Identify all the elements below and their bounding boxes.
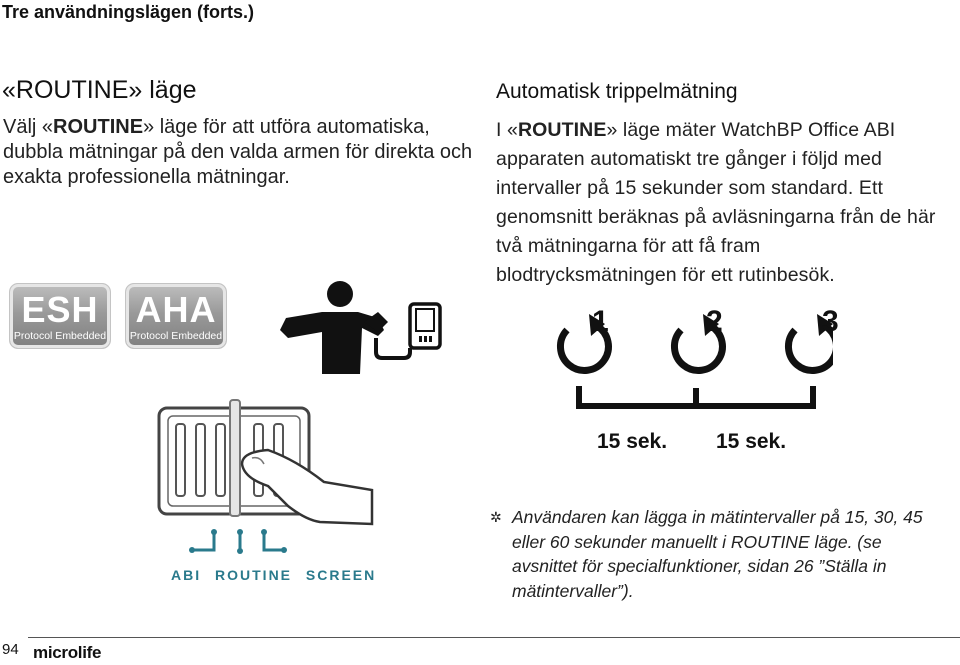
cycle-number-1: 1 — [592, 305, 609, 338]
abi-label: ABI — [171, 567, 202, 583]
interval-note — [490, 505, 950, 603]
intro-paragraph — [3, 115, 478, 190]
body-text-start: I « — [496, 119, 518, 141]
cycle-number-3: 3 — [822, 305, 839, 338]
interval-label-1: 15 sek. — [597, 430, 668, 453]
brand-logo: microlife — [33, 643, 102, 662]
body-mode-name: ROUTINE — [517, 119, 607, 141]
esh-badge-subtitle: Protocol Embedded — [13, 330, 107, 342]
triple-measurement-title: Automatisk trippelmätning — [496, 80, 738, 103]
interval-bracket — [579, 386, 813, 406]
interval-label-2: 15 sek. — [716, 430, 787, 453]
screen-label: SCREEN — [305, 567, 377, 583]
intro-text-start: Välj « — [3, 116, 54, 138]
section-title: «ROUTINE» läge — [2, 76, 197, 104]
triple-measurement-paragraph — [496, 116, 936, 290]
intro-text-end: » läge för att utföra automatiska, dubbla mätningar på den valda armen för direkta och exakta professionella mätningar. — [3, 116, 473, 188]
note-asterisk-icon: ✲ — [490, 509, 502, 525]
cycle-number-2: 2 — [706, 305, 723, 338]
esh-badge-title: ESH — [21, 289, 99, 330]
device-button-labels — [171, 567, 384, 583]
aha-badge-title: AHA — [135, 289, 217, 330]
note-text: Användaren kan lägga in mätintervaller på 15, 30, 45 eller 60 sekunder manuellt i ROUTINE läge. (se avsnittet för specialfunktioner, sidan 26 ”Ställa in mätintervaller”). — [512, 507, 923, 601]
operator-with-device-icon — [278, 278, 450, 374]
esh-protocol-badge — [9, 283, 111, 349]
aha-badge-subtitle: Protocol Embedded — [129, 330, 223, 342]
footer-divider — [28, 637, 960, 638]
body-text-end: » läge mäter WatchBP Office ABI apparaten automatiskt tre gånger i följd med intervaller på 15 sekunder som standard. Ett genomsnitt beräknas på avläsningarna från de här två mätningarna för att få fram blodtrycksmätningen för ett rutinbesök. — [496, 119, 936, 286]
page-header: Tre användningslägen (forts.) — [2, 2, 255, 22]
intro-mode-name: ROUTINE — [53, 116, 144, 138]
routine-label: ROUTINE — [215, 567, 293, 583]
page-number: 94 — [2, 641, 19, 658]
aha-protocol-badge — [125, 283, 227, 349]
mode-switch-illustration — [156, 398, 376, 560]
